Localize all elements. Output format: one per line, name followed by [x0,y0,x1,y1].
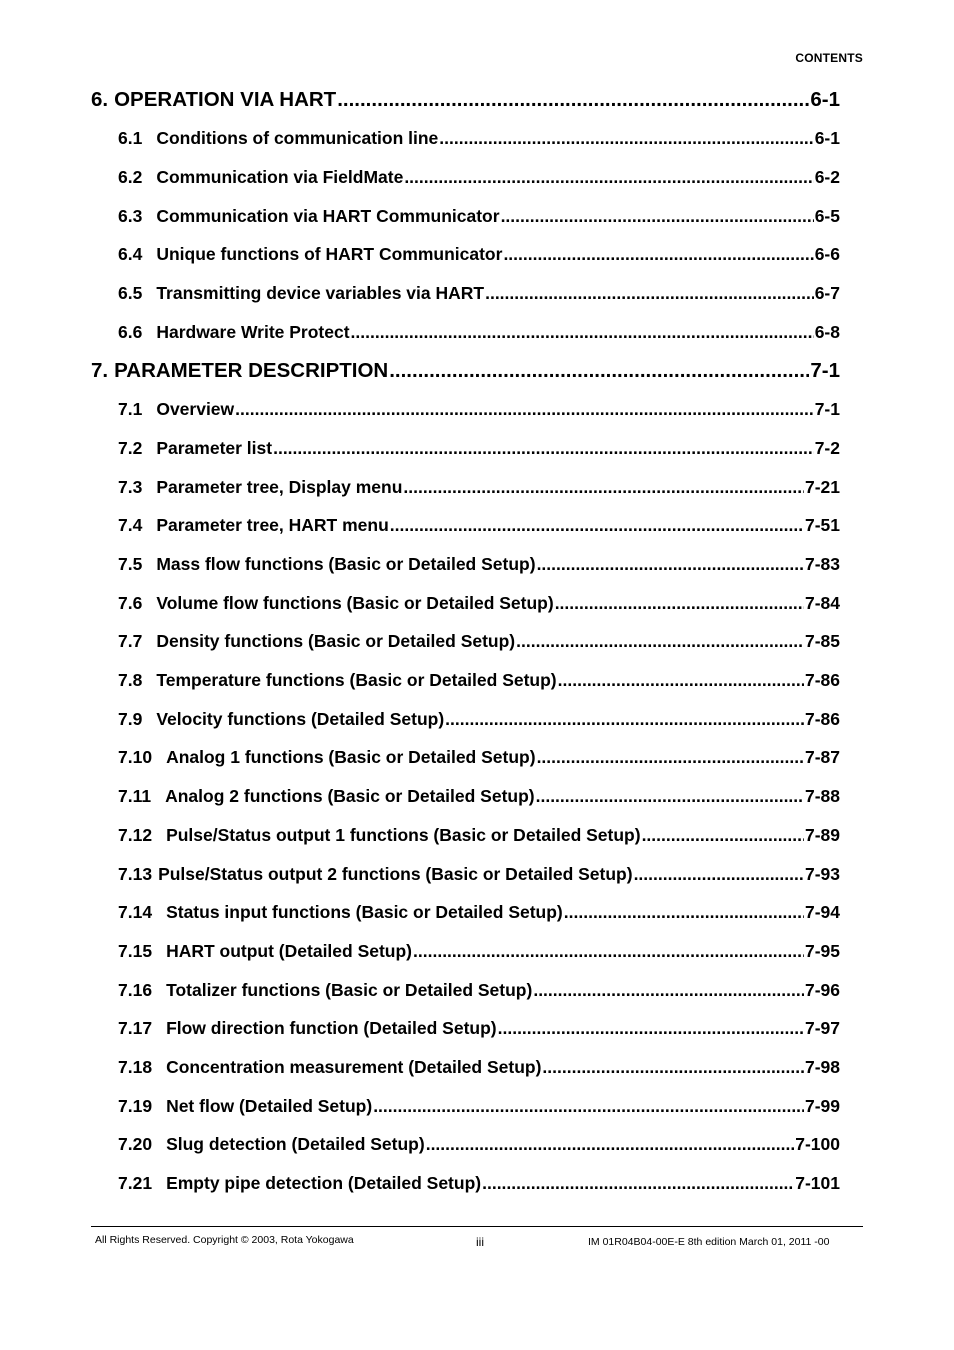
toc-section-entry[interactable] [118,322,840,343]
toc-entry-page: 7-83 [804,554,840,574]
toc-dot-leader [351,322,814,343]
toc-dot-leader [564,902,804,923]
toc-section-entry[interactable] [118,593,840,614]
toc-entry-number: 7.14 [118,902,153,922]
toc-entry-page: 6-1 [810,88,840,111]
toc-dot-leader [235,399,814,420]
toc-entry-page: 6-6 [814,244,840,264]
toc-section-entry[interactable] [118,1096,840,1117]
footer-page-number: iii [476,1235,484,1249]
toc-section-entry[interactable] [118,825,840,846]
toc-entry-title: Totalizer functions (Basic or Detailed Setup) [166,980,533,1000]
toc-entry-title: Communication via FieldMate [156,167,404,187]
toc-chapter-entry[interactable] [91,359,840,383]
footer-document-id: IM 01R04B04-00E-E 8th edition March 01, 2011 -00 [588,1236,830,1248]
toc-entry-title: Pulse/Status output 2 functions (Basic or Detailed Setup) [158,864,633,884]
toc-dot-leader [445,709,804,730]
toc-entry-page: 7-89 [804,825,840,845]
toc-entry-title: Mass flow functions (Basic or Detailed Setup) [156,554,536,574]
toc-entry-title: Analog 1 functions (Basic or Detailed Setup) [166,747,536,767]
toc-entry-page: 7-84 [804,593,840,613]
toc-entry-number: 7.6 [118,593,143,613]
toc-entry-title: Volume flow functions (Basic or Detailed Setup) [156,593,554,613]
toc-dot-leader [404,167,813,188]
toc-entry-title: Conditions of communication line [156,128,439,148]
toc-section-entry[interactable] [118,128,840,149]
toc-entry-number: 7.4 [118,515,143,535]
toc-dot-leader [273,438,814,459]
header-contents-label: CONTENTS [795,51,863,65]
toc-section-entry[interactable] [118,554,840,575]
toc-entry-number: 7.20 [118,1134,153,1154]
toc-entry-title: Empty pipe detection (Detailed Setup) [166,1173,482,1193]
toc-dot-leader [498,1018,804,1039]
toc-entry-page: 7-1 [814,399,840,419]
toc-entry-number: 7.18 [118,1057,153,1077]
toc-section-entry[interactable] [118,1018,840,1039]
toc-dot-leader [390,515,804,536]
toc-dot-leader [642,825,804,846]
toc-section-entry[interactable] [118,1173,840,1194]
toc-entry-page: 7-98 [804,1057,840,1077]
toc-entry-title: Flow direction function (Detailed Setup) [166,1018,497,1038]
toc-section-entry[interactable] [118,1057,840,1078]
toc-entry-number: 7.11 [118,786,152,806]
toc-section-entry[interactable] [118,244,840,265]
toc-entry-page: 6-5 [814,206,840,226]
toc-section-entry[interactable] [118,864,840,885]
toc-entry-title: Slug detection (Detailed Setup) [166,1134,425,1154]
toc-section-entry[interactable] [118,283,840,304]
toc-entry-title: Concentration measurement (Detailed Setup) [166,1057,542,1077]
toc-dot-leader [413,941,804,962]
toc-entry-number: 7.10 [118,747,153,767]
toc-entry-page: 7-96 [804,980,840,1000]
toc-entry-page: 7-51 [804,515,840,535]
toc-entry-number: 7.15 [118,941,153,961]
toc-entry-title: Communication via HART Communicator [156,206,500,226]
toc-entry-page: 7-85 [804,631,840,651]
toc-dot-leader [634,864,804,885]
toc-entry-number: 6.1 [118,128,143,148]
toc-dot-leader [485,283,814,304]
toc-entry-title: Status input functions (Basic or Detailed Setup) [166,902,563,922]
toc-dot-leader [501,206,814,227]
toc-entry-title: Overview [156,399,235,419]
toc-entry-page: 7-86 [804,670,840,690]
toc-section-entry[interactable] [118,167,840,188]
toc-entry-number: 7.17 [118,1018,153,1038]
toc-entry-title: HART output (Detailed Setup) [166,941,413,961]
toc-entry-title: Parameter tree, HART menu [156,515,389,535]
toc-dot-leader [555,593,804,614]
toc-entry-number: 7.9 [118,709,143,729]
toc-entry-number: 6.5 [118,283,143,303]
toc-entry-title: Temperature functions (Basic or Detailed Setup) [156,670,557,690]
toc-dot-leader [537,554,804,575]
toc-entry-number: 6.4 [118,244,143,264]
toc-entry-page: 7-97 [804,1018,840,1038]
toc-section-entry[interactable] [118,438,840,459]
toc-entry-number: 6.2 [118,167,143,187]
toc-entry-page: 7-95 [804,941,840,961]
toc-entry-title: Parameter tree, Display menu [156,477,403,497]
toc-entry-page: 7-88 [804,786,840,806]
toc-section-entry[interactable] [118,515,840,536]
toc-section-entry[interactable] [118,902,840,923]
toc-entry-number: 7.2 [118,438,143,458]
toc-entry-title: Net flow (Detailed Setup) [166,1096,373,1116]
toc-entry-page: 7-21 [804,477,840,497]
toc-entry-number: 7.5 [118,554,143,574]
toc-entry-page: 6-8 [814,322,840,342]
toc-section-entry[interactable] [118,631,840,652]
toc-entry-number: 7.7 [118,631,143,651]
toc-entry-number: 7.19 [118,1096,153,1116]
toc-dot-leader [533,980,804,1001]
footer-copyright: All Rights Reserved. Copyright © 2003, Rota Yokogawa [95,1234,354,1246]
toc-dot-leader [439,128,813,149]
toc-entry-page: 7-94 [804,902,840,922]
toc-entry-title: Parameter list [156,438,273,458]
toc-entry-title: Velocity functions (Detailed Setup) [156,709,445,729]
toc-entry-title: PARAMETER DESCRIPTION [114,359,389,382]
toc-section-entry[interactable] [118,477,840,498]
toc-entry-page: 7-2 [814,438,840,458]
toc-entry-number: 7.21 [118,1173,153,1193]
toc-entry-title: OPERATION VIA HART [114,88,337,111]
toc-entry-page: 7-93 [804,864,840,884]
toc-section-entry[interactable] [118,747,840,768]
toc-entry-page: 7-99 [804,1096,840,1116]
toc-entry-title: Analog 2 functions (Basic or Detailed Setup) [165,786,535,806]
toc-dot-leader [536,786,804,807]
toc-dot-leader [516,631,804,652]
toc-dot-leader [373,1096,804,1117]
toc-entry-page: 7-86 [804,709,840,729]
toc-section-entry[interactable] [118,1134,840,1155]
toc-dot-leader [337,88,809,112]
toc-dot-leader [389,359,809,383]
toc-entry-page: 6-1 [814,128,840,148]
toc-entry-number: 6. [91,88,109,111]
toc-section-entry[interactable] [118,670,840,691]
toc-entry-number: 7.3 [118,477,143,497]
toc-entry-title: Hardware Write Protect [156,322,350,342]
toc-section-entry[interactable] [118,206,840,227]
toc-entry-title: Density functions (Basic or Detailed Setup) [156,631,516,651]
toc-entry-title: Transmitting device variables via HART [156,283,485,303]
toc-section-entry[interactable] [118,399,840,420]
toc-section-entry[interactable] [118,980,840,1001]
toc-entry-number: 7.13 [118,864,153,884]
toc-entry-page: 6-2 [814,167,840,187]
toc-section-entry[interactable] [118,941,840,962]
toc-entry-title: Pulse/Status output 1 functions (Basic or Detailed Setup) [166,825,641,845]
footer-divider [91,1226,863,1227]
toc-dot-leader [426,1134,795,1155]
toc-entry-number: 7.12 [118,825,153,845]
toc-entry-number: 6.3 [118,206,143,226]
toc-entry-number: 6.6 [118,322,143,342]
toc-dot-leader [558,670,804,691]
toc-chapter-entry[interactable] [91,88,840,112]
toc-entry-page: 7-100 [795,1134,840,1154]
toc-entry-title: Unique functions of HART Communicator [156,244,503,264]
toc-entry-number: 7.16 [118,980,153,1000]
toc-dot-leader [503,244,813,265]
toc-entry-page: 7-1 [810,359,840,382]
toc-dot-leader [542,1057,804,1078]
toc-dot-leader [537,747,804,768]
toc-dot-leader [403,477,804,498]
toc-entry-number: 7.1 [118,399,143,419]
toc-entry-page: 7-87 [804,747,840,767]
toc-entry-number: 7.8 [118,670,143,690]
toc-entry-page: 7-101 [795,1173,840,1193]
toc-entry-number: 7. [91,359,109,382]
toc-entry-page: 6-7 [814,283,840,303]
toc-section-entry[interactable] [118,709,840,730]
toc-section-entry[interactable] [118,786,840,807]
toc-dot-leader [482,1173,794,1194]
